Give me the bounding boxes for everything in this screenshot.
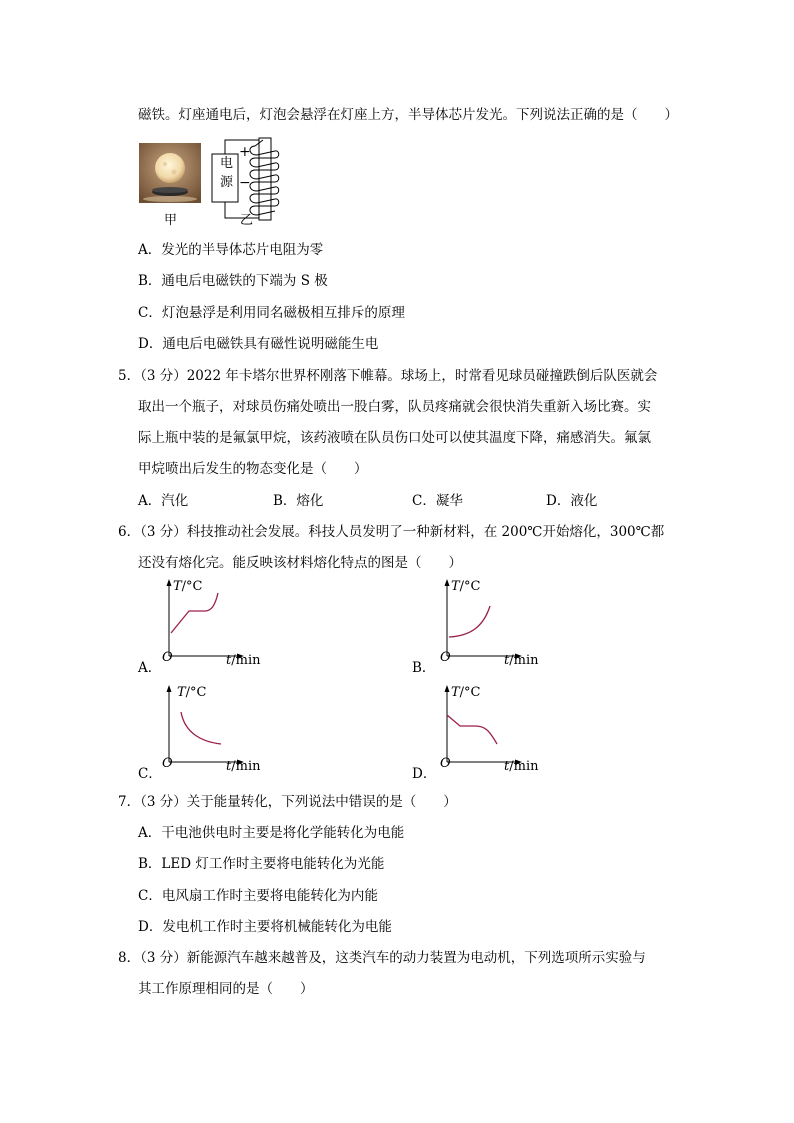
q5-option-c: C．凝华 bbox=[412, 493, 463, 509]
q8-line-2: 其工作原理相同的是（ ） bbox=[138, 981, 314, 997]
q6-line-2: 还没有熔化完。能反映该材料熔化特点的图是（ ） bbox=[138, 555, 462, 571]
power-label-2: 源 bbox=[220, 175, 234, 190]
q4-option-d: D．通电后电磁铁具有磁性说明磁能生电 bbox=[138, 336, 379, 352]
q5-line-1: 5．（3 分）2022 年卡塔尔世界杯刚落下帷幕。球场上，时常看见球员碰撞跌倒后队医就会 bbox=[118, 368, 658, 384]
q6-option-a: A． bbox=[138, 660, 162, 676]
q4-intro-line: 磁铁。灯座通电后，灯泡会悬浮在灯座上方，半导体芯片发光。下列说法正确的是（ ） bbox=[138, 107, 678, 123]
q7-option-d: D．发电机工作时主要将机械能转化为电能 bbox=[138, 919, 392, 935]
graph-d-xlabel: t/min bbox=[504, 759, 539, 774]
graph-c-svg bbox=[155, 682, 285, 776]
q5-line-4: 甲烷喷出后发生的物态变化是（ ） bbox=[138, 461, 368, 477]
q6-option-d: D． bbox=[412, 766, 437, 782]
q5-line-3: 际上瓶中装的是氟氯甲烷，该药液喷在队员伤口处可以使其温度下降，痛感消失。氟氯 bbox=[138, 430, 651, 446]
q4-figure-jia bbox=[139, 143, 201, 203]
graph-b-xlabel: t/min bbox=[504, 653, 539, 668]
graph-c-ylabel: T/°C bbox=[177, 685, 207, 700]
graph-c-origin: O bbox=[162, 756, 173, 771]
q5-option-b: B．熔化 bbox=[273, 493, 324, 509]
minus-sign: − bbox=[239, 175, 251, 191]
q8-line-1: 8．（3 分）新能源汽车越来越普及，这类汽车的动力装置为电动机，下列选项所示实验与 bbox=[118, 950, 646, 966]
q6-option-c: C． bbox=[138, 766, 162, 782]
graph-b-origin: O bbox=[440, 650, 451, 665]
q7-line-1: 7．（3 分）关于能量转化，下列说法中错误的是（ ） bbox=[118, 794, 457, 810]
graph-a-curve bbox=[171, 593, 218, 633]
q4-option-b: B．通电后电磁铁的下端为 S 极 bbox=[138, 273, 328, 289]
q4-option-c: C．灯泡悬浮是利用同名磁极相互排斥的原理 bbox=[138, 305, 405, 321]
power-label-1: 电 bbox=[220, 156, 234, 171]
graph-a-xlabel: t/min bbox=[226, 653, 261, 668]
graph-b-curve bbox=[449, 606, 490, 637]
q5-line-2: 取出一个瓶子，对球员伤痛处喷出一股白雾，队员疼痛就会很快消失重新入场比赛。实 bbox=[138, 399, 651, 415]
plus-sign: + bbox=[239, 144, 251, 160]
q7-option-a: A．干电池供电时主要是将化学能转化为电能 bbox=[138, 825, 405, 841]
graph-c-curve bbox=[181, 712, 221, 744]
q6-line-1: 6．（3 分）科技推动社会发展。科技人员发明了一种新材料，在 200℃开始熔化，300℃都 bbox=[118, 524, 665, 540]
q7-option-b: B．LED 灯工作时主要将电能转化为光能 bbox=[138, 856, 385, 872]
moon-lamp-photo bbox=[139, 143, 201, 203]
graph-a-ylabel: T/°C bbox=[173, 579, 203, 594]
graph-a-origin: O bbox=[162, 650, 173, 665]
q6-graph-c bbox=[155, 682, 285, 776]
fig-label-yi: 乙 bbox=[240, 213, 254, 228]
q5-option-a: A．汽化 bbox=[138, 493, 189, 509]
q6-graph-b bbox=[433, 576, 563, 670]
q6-graph-d bbox=[433, 682, 563, 776]
graph-d-ylabel: T/°C bbox=[451, 685, 481, 700]
q6-option-b: B． bbox=[412, 660, 436, 676]
fig-label-jia: 甲 bbox=[164, 213, 178, 228]
q7-option-c: C．电风扇工作时主要将电能转化为内能 bbox=[138, 888, 378, 904]
graph-d-curve bbox=[447, 715, 497, 744]
graph-c-xlabel: t/min bbox=[226, 759, 261, 774]
graph-b-ylabel: T/°C bbox=[451, 579, 481, 594]
graph-d-origin: O bbox=[440, 756, 451, 771]
q6-graph-a bbox=[155, 576, 285, 670]
q5-option-d: D．液化 bbox=[546, 493, 598, 509]
q4-option-a: A．发光的半导体芯片电阻为零 bbox=[138, 242, 324, 258]
